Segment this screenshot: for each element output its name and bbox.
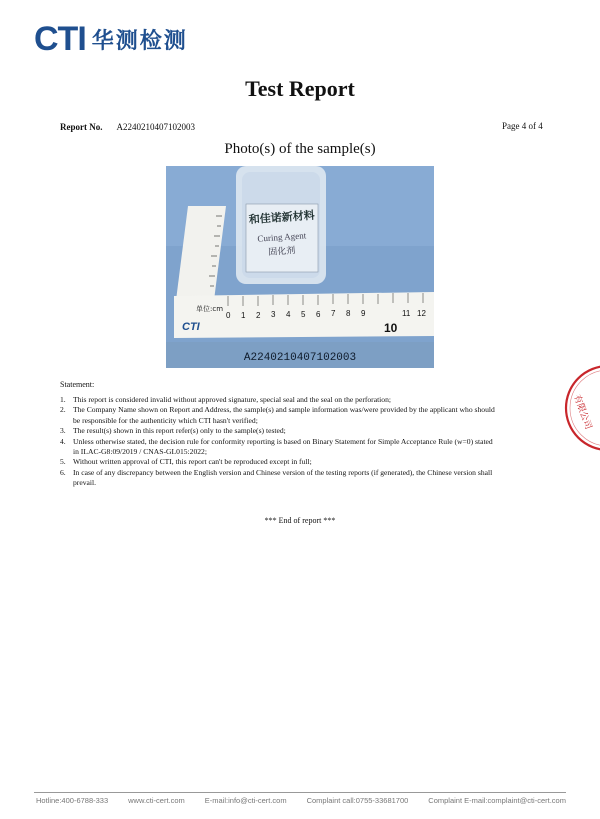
ruler-brand: CTI (182, 321, 200, 333)
ruler-number: 7 (331, 309, 336, 318)
seal-graphic (562, 362, 600, 454)
seal-text: 有限公司 (571, 393, 593, 431)
statement-number: 2. (60, 405, 66, 415)
sample-photo (166, 166, 434, 368)
ruler-number: 2 (256, 311, 261, 320)
ruler-number: 8 (346, 309, 351, 318)
statement-text: In case of any discrepancy between the English version and Chinese version of the testing reports (if generated), the Chinese version shall prevail. (73, 467, 493, 488)
footer (36, 796, 566, 805)
report-number-label: Report No. (60, 122, 103, 132)
company-logo (34, 22, 188, 56)
statement-number: 4. (60, 436, 66, 446)
sample-id: A2240210407102003 (243, 352, 357, 364)
bottle-label-line2: Curing Agent (257, 230, 307, 244)
ruler-number: 9 (361, 309, 366, 318)
ruler-number: 12 (417, 309, 426, 318)
statement-number: 5. (60, 457, 66, 467)
sample-photo-illustration (166, 166, 434, 368)
ruler-number: 5 (301, 310, 306, 319)
ruler-number-large: 10 (384, 321, 398, 335)
ruler-unit: 单位:cm (196, 305, 224, 313)
statement-item (60, 405, 500, 426)
footer-website: www.cti-cert.com (128, 796, 185, 805)
ruler-number: 11 (402, 309, 411, 318)
statement-number: 1. (60, 395, 66, 404)
report-number-value: A2240210407102003 (116, 122, 195, 132)
report-number (60, 122, 195, 132)
statement-text: Unless otherwise stated, the decision rule for conformity reporting is based on Binary Statement for Simple Acceptance Rule (w=0) stated in ILAC-G8:09/2019 / CNAS-GL015:2022; (73, 436, 493, 457)
statement-number: 6. (60, 467, 66, 477)
ruler-number: 0 (226, 311, 231, 320)
statement-number: 3. (60, 426, 66, 436)
footer-hotline: Hotline:400-6788-333 (36, 796, 109, 805)
ruler-number: 4 (286, 310, 291, 319)
statement-text: This report is considered invalid without approved signature, special seal and the seal on the perforation; (73, 395, 391, 404)
ruler-number: 1 (241, 311, 246, 320)
statement-text: Without written approval of CTI, this report can't be reproduced except in full; (73, 457, 312, 467)
statement-item (60, 468, 500, 489)
page-number: Page 4 of 4 (502, 121, 543, 131)
perforation-seal (562, 362, 600, 454)
statement-item (60, 395, 500, 405)
report-title: Test Report (245, 76, 355, 101)
bottle-label-line3: 固化剂 (268, 246, 296, 258)
end-of-report: *** End of report *** (264, 516, 336, 525)
bottle-label-line1: 和佳诺新材料 (248, 208, 316, 227)
statement-text: The Company Name shown on Report and Address, the sample(s) and sample information was/were provided by the applicant who should be responsible for the authenticity which CTI hasn't verified; (73, 405, 495, 425)
footer-complaint-email: Complaint E-mail:complaint@cti-cert.com (428, 796, 566, 805)
photo-section-title: Photo(s) of the sample(s) (224, 141, 376, 157)
statement-list (60, 395, 500, 489)
logo-brand: CTI (34, 20, 86, 58)
footer-complaint-call: Complaint call:0755-33681700 (306, 796, 409, 805)
footer-email: E-mail:info@cti-cert.com (204, 796, 287, 805)
statement-label: Statement: (60, 380, 95, 389)
ruler-number: 3 (271, 310, 276, 319)
ruler-number: 6 (316, 310, 321, 319)
statement-item (60, 426, 500, 436)
statement-text: The result(s) shown in this report refer(s) only to the sample(s) tested; (73, 426, 286, 436)
footer-divider (34, 792, 566, 793)
statement-item (60, 457, 500, 467)
logo-chinese-name: 华测检测 (91, 28, 188, 54)
statement-item (60, 437, 500, 458)
